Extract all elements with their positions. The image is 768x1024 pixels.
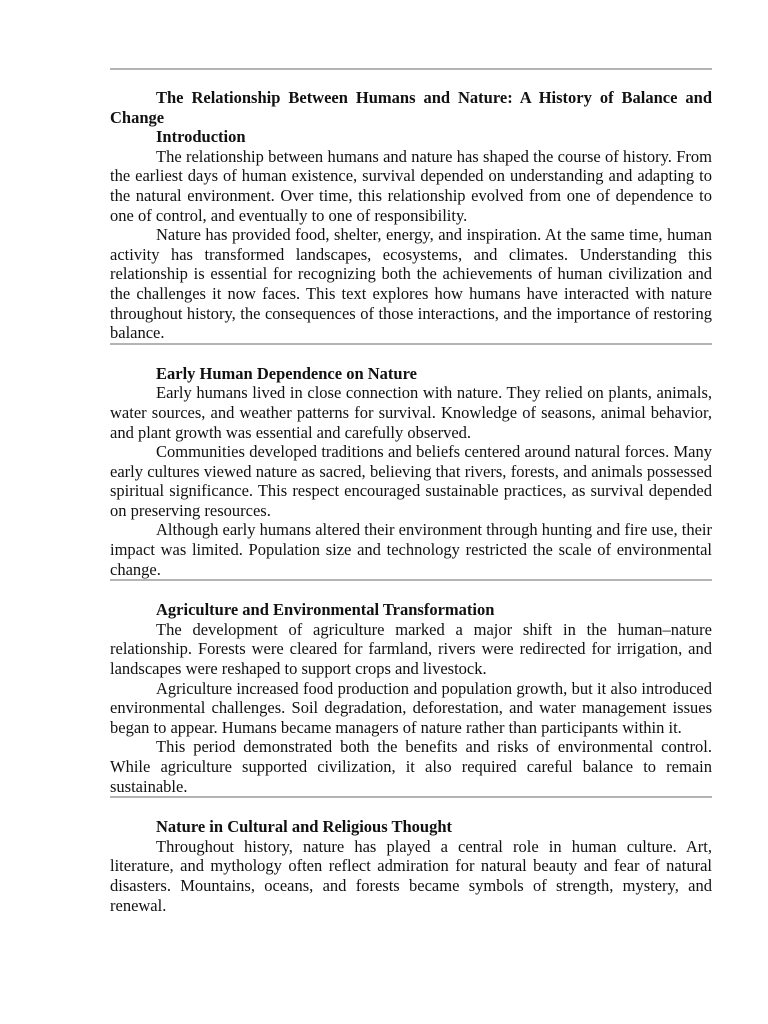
section-heading: Nature in Cultural and Religious Thought [156,817,453,837]
section-heading: Early Human Dependence on Nature [156,363,417,383]
document-page [110,68,712,915]
section-divider [110,579,712,581]
section-agriculture [110,600,712,796]
section-culture-religion [110,817,712,915]
section-heading: Introduction [156,127,246,147]
paragraph: The development of agriculture marked a major shift in the human–nature relationship. Forests were cleared for farmland, rivers were redirected for irrigation, and landscapes were reshaped to support crops and livestock. [110,619,712,679]
paragraph: Although early humans altered their environment through hunting and fire use, their impact was limited. Population size and technology restricted the scale of environmental change. [110,520,712,579]
document-title: The Relationship Between Humans and Nature: A History of Balance and Change [110,88,712,127]
paragraph: Communities developed traditions and beliefs centered around natural forces. Many early cultures viewed nature as sacred, believing that rivers, forests, and animals possessed spiritual significance. This respect encouraged sustainable practices, as survival depended on preserving resources. [110,442,712,520]
paragraph: Nature has provided food, shelter, energy, and inspiration. At the same time, human activity has transformed landscapes, ecosystems, and climates. Understanding this relationship is essential for recognizing both the achievements of human civilization and the challenges it now faces. This text explores how humans have interacted with nature throughout history, the consequences of those interactions, and the importance of restoring balance. [110,225,712,343]
section-heading: Agriculture and Environmental Transformation [156,600,495,620]
top-rule [110,68,712,70]
paragraph: This period demonstrated both the benefits and risks of environmental control. While agriculture supported civilization, it also required careful balance to remain sustainable. [110,737,712,796]
paragraph: Agriculture increased food production and population growth, but it also introduced environmental challenges. Soil degradation, deforestation, and water management issues began to appear. Humans became managers of nature rather than participants within it. [110,678,712,737]
paragraph: The relationship between humans and nature has shaped the course of history. From the earliest days of human existence, survival depended on understanding and adapting to the natural environment. Over time, this relationship evolved from one of dependence to one of control, and eventually to one of responsibility. [110,146,712,225]
paragraph: Throughout history, nature has played a central role in human culture. Art, literature, and mythology often reflect admiration for natural beauty and fear of natural disasters. Mountains, oceans, and forests became symbols of strength, mystery, and renewal. [110,836,712,915]
paragraph: Early humans lived in close connection with nature. They relied on plants, animals, water sources, and weather patterns for survival. Knowledge of seasons, animal behavior, and plant growth was essential and carefully observed. [110,383,712,442]
section-divider [110,796,712,798]
section-divider [110,343,712,345]
section-introduction [110,88,712,343]
section-early-dependence [110,364,712,580]
